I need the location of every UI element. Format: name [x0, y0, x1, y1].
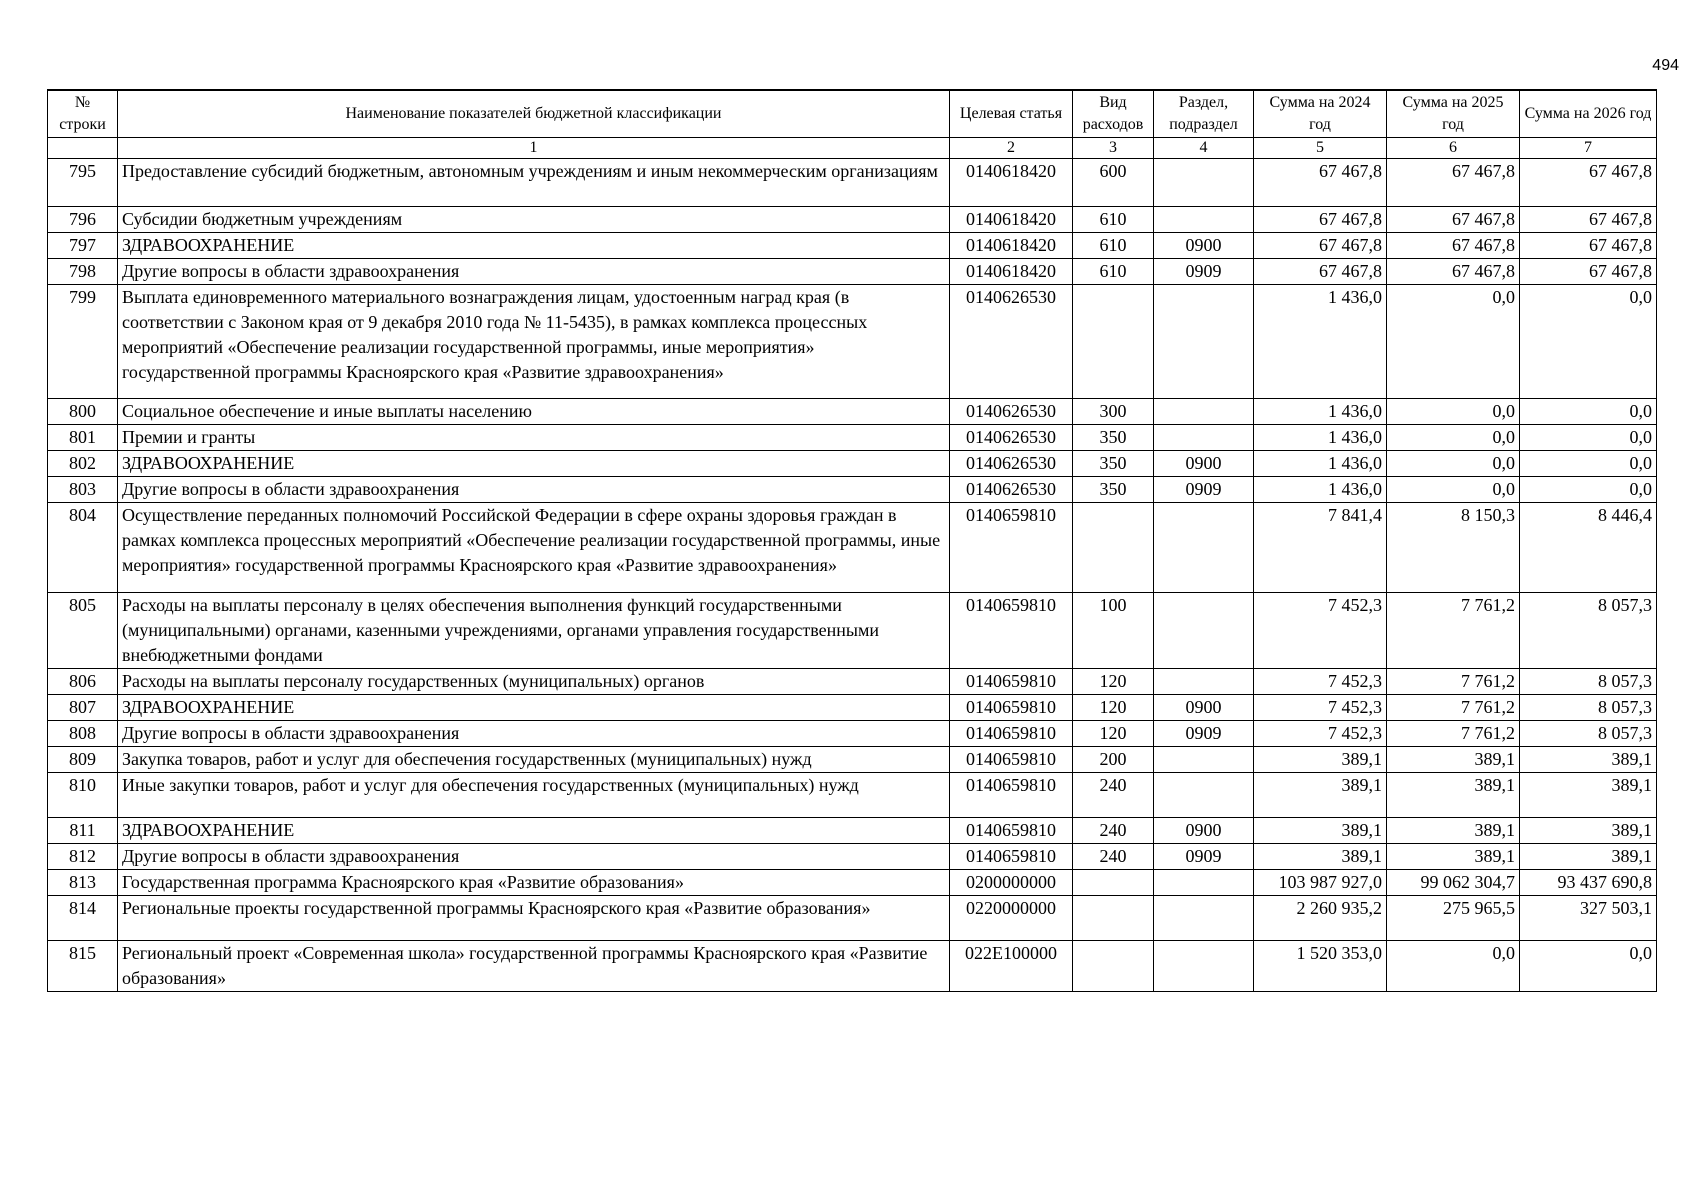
row-sum-2025: 275 965,5	[1387, 895, 1520, 940]
row-sum-2025: 389,1	[1387, 772, 1520, 817]
row-number: 815	[48, 940, 118, 991]
row-expense-type: 350	[1073, 476, 1154, 502]
row-sum-2025: 7 761,2	[1387, 694, 1520, 720]
row-sum-2025: 0,0	[1387, 424, 1520, 450]
row-expense-type: 350	[1073, 424, 1154, 450]
row-sum-2024: 67 467,8	[1254, 158, 1387, 206]
row-sum-2025: 67 467,8	[1387, 206, 1520, 232]
row-expense-type	[1073, 284, 1154, 398]
row-number: 810	[48, 772, 118, 817]
row-sum-2026: 0,0	[1520, 424, 1657, 450]
row-sum-2025: 0,0	[1387, 476, 1520, 502]
row-sum-2025: 7 761,2	[1387, 720, 1520, 746]
row-sum-2026: 389,1	[1520, 843, 1657, 869]
row-expense-type: 610	[1073, 232, 1154, 258]
row-number: 805	[48, 592, 118, 668]
row-sum-2026: 67 467,8	[1520, 206, 1657, 232]
row-number: 796	[48, 206, 118, 232]
row-name: Региональный проект «Современная школа» государственной программы Красноярского края «Развитие образования»	[118, 940, 950, 991]
row-number: 798	[48, 258, 118, 284]
row-expense-type: 240	[1073, 772, 1154, 817]
row-target-article: 0140626530	[950, 284, 1073, 398]
row-expense-type	[1073, 869, 1154, 895]
row-number: 803	[48, 476, 118, 502]
row-expense-type: 610	[1073, 206, 1154, 232]
table-row	[48, 502, 1657, 592]
row-target-article: 0140659810	[950, 694, 1073, 720]
row-section	[1154, 869, 1254, 895]
row-number: 801	[48, 424, 118, 450]
row-sum-2026: 0,0	[1520, 284, 1657, 398]
row-sum-2025: 99 062 304,7	[1387, 869, 1520, 895]
row-number: 809	[48, 746, 118, 772]
row-sum-2024: 1 436,0	[1254, 284, 1387, 398]
row-expense-type: 600	[1073, 158, 1154, 206]
table-header	[48, 90, 1657, 158]
row-number: 814	[48, 895, 118, 940]
row-target-article: 0140626530	[950, 450, 1073, 476]
row-section: 0909	[1154, 843, 1254, 869]
row-target-article: 0140659810	[950, 817, 1073, 843]
row-section	[1154, 284, 1254, 398]
row-target-article: 0220000000	[950, 895, 1073, 940]
row-section	[1154, 592, 1254, 668]
budget-table	[47, 89, 1657, 992]
row-expense-type: 200	[1073, 746, 1154, 772]
row-expense-type	[1073, 895, 1154, 940]
table-row	[48, 476, 1657, 502]
row-name: ЗДРАВООХРАНЕНИЕ	[118, 817, 950, 843]
row-target-article: 0140659810	[950, 720, 1073, 746]
row-number: 795	[48, 158, 118, 206]
row-name: ЗДРАВООХРАНЕНИЕ	[118, 232, 950, 258]
row-sum-2024: 2 260 935,2	[1254, 895, 1387, 940]
column-number: 2	[950, 137, 1073, 158]
column-number: 1	[118, 137, 950, 158]
row-expense-type: 240	[1073, 817, 1154, 843]
row-section	[1154, 424, 1254, 450]
row-section: 0900	[1154, 450, 1254, 476]
table-row	[48, 772, 1657, 817]
row-expense-type	[1073, 940, 1154, 991]
table-row	[48, 398, 1657, 424]
row-name: Премии и гранты	[118, 424, 950, 450]
page-number: 494	[1652, 57, 1679, 74]
table-row	[48, 592, 1657, 668]
row-sum-2025: 67 467,8	[1387, 258, 1520, 284]
row-number: 802	[48, 450, 118, 476]
table-row	[48, 746, 1657, 772]
column-number: 4	[1154, 137, 1254, 158]
row-section	[1154, 206, 1254, 232]
row-sum-2026: 8 057,3	[1520, 668, 1657, 694]
header-sum-2025: Сумма на 2025 год	[1387, 90, 1520, 137]
row-number: 806	[48, 668, 118, 694]
row-sum-2026: 389,1	[1520, 772, 1657, 817]
row-expense-type: 240	[1073, 843, 1154, 869]
row-number: 812	[48, 843, 118, 869]
row-sum-2024: 7 841,4	[1254, 502, 1387, 592]
row-name: Другие вопросы в области здравоохранения	[118, 258, 950, 284]
row-number: 799	[48, 284, 118, 398]
row-sum-2025: 0,0	[1387, 284, 1520, 398]
table-row	[48, 895, 1657, 940]
row-sum-2025: 67 467,8	[1387, 158, 1520, 206]
row-target-article: 0140659810	[950, 772, 1073, 817]
header-sum-2026: Сумма на 2026 год	[1520, 90, 1657, 137]
table-row	[48, 206, 1657, 232]
row-number: 813	[48, 869, 118, 895]
row-section	[1154, 772, 1254, 817]
row-sum-2026: 67 467,8	[1520, 258, 1657, 284]
column-number: 3	[1073, 137, 1154, 158]
table-row	[48, 284, 1657, 398]
column-number: 5	[1254, 137, 1387, 158]
row-sum-2024: 1 436,0	[1254, 424, 1387, 450]
row-sum-2024: 7 452,3	[1254, 668, 1387, 694]
row-section	[1154, 502, 1254, 592]
row-target-article: 0140659810	[950, 843, 1073, 869]
row-sum-2025: 389,1	[1387, 843, 1520, 869]
row-sum-2025: 67 467,8	[1387, 232, 1520, 258]
row-expense-type: 300	[1073, 398, 1154, 424]
row-name: ЗДРАВООХРАНЕНИЕ	[118, 694, 950, 720]
row-name: Расходы на выплаты персоналу государственных (муниципальных) органов	[118, 668, 950, 694]
row-target-article: 0200000000	[950, 869, 1073, 895]
row-sum-2024: 1 436,0	[1254, 450, 1387, 476]
row-sum-2025: 0,0	[1387, 450, 1520, 476]
row-name: Субсидии бюджетным учреждениям	[118, 206, 950, 232]
row-section	[1154, 895, 1254, 940]
row-sum-2024: 389,1	[1254, 746, 1387, 772]
row-target-article: 0140618420	[950, 158, 1073, 206]
row-name: Расходы на выплаты персоналу в целях обеспечения выполнения функций государственными (муниципальными) органами, казенными учреждениями, органами управления государственными внебюджетными фондами	[118, 592, 950, 668]
row-name: Выплата единовременного материального вознаграждения лицам, удостоенным наград края (в соответствии с Законом края от 9 декабря 2010 года № 11-5435), в рамках комплекса процессных мероприятий «Обеспечение реализации государственной программы, иные мероприятия» государственной программы Красноярского края «Развитие здравоохранения»	[118, 284, 950, 398]
header-section: Раздел, подраздел	[1154, 90, 1254, 137]
row-sum-2026: 389,1	[1520, 746, 1657, 772]
row-section: 0909	[1154, 720, 1254, 746]
table-row	[48, 940, 1657, 991]
row-sum-2025: 0,0	[1387, 398, 1520, 424]
row-section: 0909	[1154, 476, 1254, 502]
row-target-article: 0140659810	[950, 746, 1073, 772]
row-sum-2025: 8 150,3	[1387, 502, 1520, 592]
header-name: Наименование показателей бюджетной классификации	[118, 90, 950, 137]
row-target-article: 0140618420	[950, 206, 1073, 232]
row-expense-type: 120	[1073, 694, 1154, 720]
row-section	[1154, 940, 1254, 991]
row-sum-2024: 7 452,3	[1254, 720, 1387, 746]
row-sum-2024: 7 452,3	[1254, 694, 1387, 720]
row-name: Государственная программа Красноярского края «Развитие образования»	[118, 869, 950, 895]
row-number: 804	[48, 502, 118, 592]
row-sum-2024: 389,1	[1254, 843, 1387, 869]
row-sum-2024: 1 436,0	[1254, 398, 1387, 424]
table-row	[48, 158, 1657, 206]
column-number: 6	[1387, 137, 1520, 158]
row-sum-2026: 389,1	[1520, 817, 1657, 843]
header-num: № строки	[48, 90, 118, 137]
table-row	[48, 232, 1657, 258]
row-number: 811	[48, 817, 118, 843]
header-type: Вид расходов	[1073, 90, 1154, 137]
table-row	[48, 843, 1657, 869]
row-expense-type: 610	[1073, 258, 1154, 284]
row-section: 0909	[1154, 258, 1254, 284]
row-section	[1154, 668, 1254, 694]
row-sum-2026: 0,0	[1520, 476, 1657, 502]
row-target-article: 0140626530	[950, 424, 1073, 450]
table-row	[48, 668, 1657, 694]
row-sum-2024: 7 452,3	[1254, 592, 1387, 668]
header-code: Целевая статья	[950, 90, 1073, 137]
table-row	[48, 694, 1657, 720]
column-number: 7	[1520, 137, 1657, 158]
row-sum-2025: 7 761,2	[1387, 668, 1520, 694]
row-name: Другие вопросы в области здравоохранения	[118, 843, 950, 869]
table-row	[48, 817, 1657, 843]
row-sum-2024: 389,1	[1254, 817, 1387, 843]
row-target-article: 0140659810	[950, 668, 1073, 694]
row-section	[1154, 746, 1254, 772]
row-sum-2024: 1 436,0	[1254, 476, 1387, 502]
table-row	[48, 450, 1657, 476]
row-sum-2026: 8 057,3	[1520, 694, 1657, 720]
row-name: Другие вопросы в области здравоохранения	[118, 720, 950, 746]
row-sum-2024: 67 467,8	[1254, 206, 1387, 232]
row-name: Другие вопросы в области здравоохранения	[118, 476, 950, 502]
row-section	[1154, 398, 1254, 424]
row-name: Закупка товаров, работ и услуг для обеспечения государственных (муниципальных) нужд	[118, 746, 950, 772]
row-sum-2024: 103 987 927,0	[1254, 869, 1387, 895]
row-target-article: 0140618420	[950, 258, 1073, 284]
row-name: ЗДРАВООХРАНЕНИЕ	[118, 450, 950, 476]
table-row	[48, 424, 1657, 450]
row-sum-2026: 8 057,3	[1520, 592, 1657, 668]
row-number: 807	[48, 694, 118, 720]
row-sum-2025: 389,1	[1387, 746, 1520, 772]
row-sum-2024: 389,1	[1254, 772, 1387, 817]
row-name: Предоставление субсидий бюджетным, автономным учреждениям и иным некоммерческим организациям	[118, 158, 950, 206]
row-name: Осуществление переданных полномочий Российской Федерации в сфере охраны здоровья граждан в рамках комплекса процессных мероприятий «Обеспечение реализации государственной программы, иные мероприятия» государственной программы Красноярского края «Развитие здравоохранения»	[118, 502, 950, 592]
row-expense-type: 120	[1073, 720, 1154, 746]
row-sum-2025: 389,1	[1387, 817, 1520, 843]
row-sum-2024: 67 467,8	[1254, 232, 1387, 258]
row-target-article: 022E100000	[950, 940, 1073, 991]
row-sum-2026: 67 467,8	[1520, 158, 1657, 206]
table-row	[48, 869, 1657, 895]
row-name: Иные закупки товаров, работ и услуг для обеспечения государственных (муниципальных) нужд	[118, 772, 950, 817]
header-sum-2024: Сумма на 2024 год	[1254, 90, 1387, 137]
row-number: 800	[48, 398, 118, 424]
column-number	[48, 137, 118, 158]
row-sum-2026: 8 446,4	[1520, 502, 1657, 592]
row-section: 0900	[1154, 232, 1254, 258]
row-expense-type: 100	[1073, 592, 1154, 668]
row-expense-type	[1073, 502, 1154, 592]
row-sum-2026: 327 503,1	[1520, 895, 1657, 940]
row-sum-2025: 7 761,2	[1387, 592, 1520, 668]
row-target-article: 0140659810	[950, 592, 1073, 668]
row-sum-2024: 67 467,8	[1254, 258, 1387, 284]
row-number: 797	[48, 232, 118, 258]
table-row	[48, 720, 1657, 746]
row-sum-2026: 67 467,8	[1520, 232, 1657, 258]
row-target-article: 0140626530	[950, 476, 1073, 502]
row-name: Социальное обеспечение и иные выплаты населению	[118, 398, 950, 424]
row-sum-2026: 0,0	[1520, 398, 1657, 424]
row-section: 0900	[1154, 817, 1254, 843]
row-sum-2026: 93 437 690,8	[1520, 869, 1657, 895]
table-body	[48, 158, 1657, 991]
row-target-article: 0140659810	[950, 502, 1073, 592]
row-section: 0900	[1154, 694, 1254, 720]
row-sum-2026: 8 057,3	[1520, 720, 1657, 746]
row-number: 808	[48, 720, 118, 746]
row-section	[1154, 158, 1254, 206]
row-target-article: 0140626530	[950, 398, 1073, 424]
table-row	[48, 258, 1657, 284]
row-sum-2025: 0,0	[1387, 940, 1520, 991]
row-target-article: 0140618420	[950, 232, 1073, 258]
row-name: Региональные проекты государственной программы Красноярского края «Развитие образования»	[118, 895, 950, 940]
row-expense-type: 350	[1073, 450, 1154, 476]
row-sum-2026: 0,0	[1520, 450, 1657, 476]
row-sum-2026: 0,0	[1520, 940, 1657, 991]
row-sum-2024: 1 520 353,0	[1254, 940, 1387, 991]
row-expense-type: 120	[1073, 668, 1154, 694]
